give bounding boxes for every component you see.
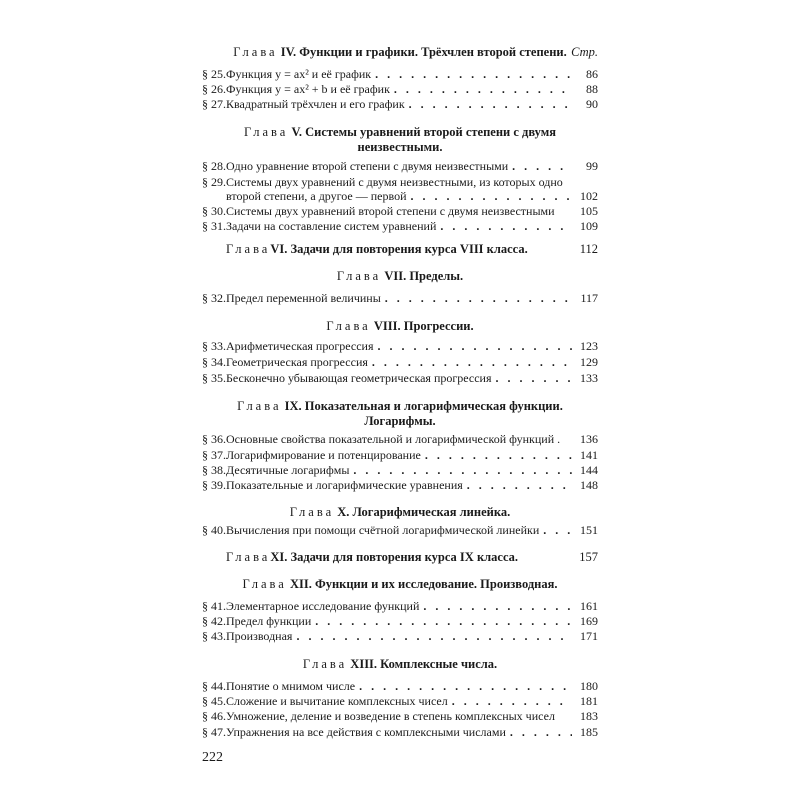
section-number: § 46. [202, 709, 226, 723]
section-number: § 47. [202, 725, 226, 739]
section-title[interactable]: Показательные и логарифмические уравнения [226, 478, 463, 492]
section-number: § 28. [202, 159, 226, 173]
section-number: § 25. [202, 67, 226, 81]
chapter-title: IV. Функции и графики. Трёхчлен второй степени. [280, 45, 567, 59]
section-page[interactable]: 86 [586, 67, 598, 81]
chapter-label: Глава [289, 505, 335, 519]
toc-entry[interactable] [202, 82, 598, 96]
section-title[interactable]: Задачи на составление систем уравнений [226, 219, 437, 233]
section-title[interactable]: Логарифмирование и потенцирование [226, 448, 421, 462]
section-page[interactable]: 123 [580, 339, 598, 353]
section-page[interactable]: 144 [580, 463, 598, 477]
section-page[interactable]: 161 [580, 599, 598, 613]
dot-leader [296, 629, 572, 643]
chapter-label: Глава [336, 269, 382, 283]
section-title[interactable]: Понятие о мнимом числе [226, 679, 356, 693]
chapter-title: XII. Функции и их исследование. Производная. [289, 577, 558, 591]
toc-entry-continued[interactable] [226, 189, 598, 203]
section-page[interactable]: 151 [580, 523, 598, 537]
dot-leader [440, 219, 572, 233]
section-title[interactable]: Системы двух уравнений второй степени с двумя неизвестными [226, 204, 555, 218]
chapter-heading [202, 45, 598, 60]
toc-entry[interactable] [202, 219, 598, 233]
section-page[interactable]: 180 [580, 679, 598, 693]
section-title[interactable]: Упражнения на все действия с комплексными числами [226, 725, 506, 739]
chapter-label: Глава [243, 125, 289, 139]
chapter-heading [202, 319, 598, 334]
dot-leader [375, 67, 572, 81]
section-title[interactable]: Одно уравнение второй степени с двумя неизвестными [226, 159, 509, 173]
section-page[interactable]: 141 [580, 448, 598, 462]
dot-leader [425, 448, 572, 462]
dot-leader [378, 339, 573, 353]
chapter-label: Глава [302, 657, 348, 671]
section-page[interactable]: 117 [580, 291, 598, 305]
section-page[interactable]: 136 [580, 432, 598, 446]
chapter-label: Глава [226, 242, 271, 256]
dot-leader [512, 159, 572, 173]
dot-leader [496, 371, 573, 385]
chapter-heading [202, 242, 598, 257]
toc-entry[interactable] [202, 175, 598, 189]
section-number: § 39. [202, 478, 226, 492]
dot-leader [353, 463, 572, 477]
section-number: § 34. [202, 355, 226, 369]
dot-leader [411, 189, 573, 203]
toc-entry[interactable] [202, 709, 598, 723]
chapter-heading [202, 505, 598, 520]
chapter-title: VIII. Прогрессии. [373, 319, 474, 333]
chapter-title: XI. Задачи для повторения курса IX класса. [270, 550, 519, 564]
section-number: § 32. [202, 291, 226, 305]
chapter-heading [202, 657, 598, 672]
section-title[interactable]: Функция y = ax² + b и её график [226, 82, 390, 96]
section-page[interactable]: 185 [580, 725, 598, 739]
toc-entry[interactable] [202, 371, 598, 385]
chapter-heading [202, 550, 598, 565]
section-page[interactable]: 129 [580, 355, 598, 369]
section-number: § 35. [202, 371, 226, 385]
section-title[interactable]: Квадратный трёхчлен и его график [226, 97, 405, 111]
toc-entry[interactable] [202, 463, 598, 477]
section-title[interactable]: Сложение и вычитание комплексных чисел [226, 694, 448, 708]
section-title[interactable]: Системы двух уравнений с двумя неизвестными, из которых одно [226, 175, 563, 189]
section-title[interactable]: Вычисления при помощи счётной логарифмической линейки [226, 523, 540, 537]
section-number: § 42. [202, 614, 226, 628]
chapter-heading [202, 125, 598, 140]
dot-leader [467, 478, 572, 492]
chapter-label: Глава [326, 319, 371, 333]
dot-leader [423, 599, 572, 613]
chapter-heading [202, 577, 598, 592]
section-page[interactable]: 99 [586, 159, 598, 173]
toc-entry[interactable] [202, 629, 598, 643]
section-page[interactable]: 88 [586, 82, 598, 96]
chapter-label: Глава [237, 399, 282, 413]
section-number: § 43. [202, 629, 226, 643]
chapter-heading [202, 269, 598, 284]
toc-entry[interactable] [202, 679, 598, 693]
chapter-label: Глава [242, 577, 287, 591]
section-number: § 29. [202, 175, 226, 189]
dot-leader [315, 614, 572, 628]
toc-entry[interactable] [202, 694, 598, 708]
chapter-title: VI. Задачи для повторения курса VIII класса. [270, 242, 528, 256]
section-title[interactable]: Основные свойства показательной и логарифмической функций . [226, 432, 561, 446]
section-number: § 36. [202, 432, 226, 446]
toc-entry[interactable] [202, 97, 598, 111]
toc-entry[interactable] [202, 725, 598, 739]
toc-entry[interactable] [202, 599, 598, 613]
section-title-continued: второй степени, а другое — первой [226, 189, 407, 203]
dot-leader [385, 291, 572, 305]
section-number: § 37. [202, 448, 226, 462]
dot-leader [452, 694, 572, 708]
toc-entry[interactable] [202, 159, 598, 173]
chapter-heading-continued: неизвестными. [357, 140, 443, 154]
section-title[interactable]: Умножение, деление и возведение в степень комплексных чисел [226, 709, 555, 723]
dot-leader [510, 725, 572, 739]
section-page[interactable]: 102 [580, 189, 598, 203]
toc-entry[interactable] [202, 355, 598, 369]
section-title[interactable]: Предел функции [226, 614, 312, 628]
chapter-title: XIII. Комплексные числа. [350, 657, 498, 671]
chapter-title: IX. Показательная и логарифмическая функции. [284, 399, 563, 413]
chapter-label: Глава [233, 45, 278, 59]
section-page[interactable]: 105 [580, 204, 598, 218]
section-number: § 33. [202, 339, 226, 353]
section-number: § 41. [202, 599, 226, 613]
section-page[interactable]: 90 [586, 97, 598, 111]
section-number: § 40. [202, 523, 226, 537]
chapter-page[interactable]: 157 [579, 550, 598, 564]
dot-leader [359, 679, 572, 693]
section-number: § 31. [202, 219, 226, 233]
toc-entry[interactable] [202, 614, 598, 628]
section-title[interactable]: Производная [226, 629, 293, 643]
toc-entry[interactable] [202, 448, 598, 462]
page-number: 222 [202, 750, 223, 765]
section-title[interactable]: Десятичные логарифмы [226, 463, 350, 477]
section-number: § 45. [202, 694, 226, 708]
section-page[interactable]: 133 [580, 371, 598, 385]
dot-leader [394, 82, 572, 96]
section-page[interactable]: 148 [580, 478, 598, 492]
chapter-title: VII. Пределы. [384, 269, 464, 283]
chapter-heading [202, 399, 598, 414]
section-number: § 30. [202, 204, 226, 218]
section-number: § 26. [202, 82, 226, 96]
dot-leader [543, 523, 572, 537]
section-page[interactable]: 183 [580, 709, 598, 723]
toc-entry[interactable] [202, 432, 598, 446]
section-page[interactable]: 169 [580, 614, 598, 628]
page-column-label: Стр. [571, 45, 598, 59]
toc-entry[interactable] [202, 204, 598, 218]
toc-entry[interactable] [202, 67, 598, 81]
chapter-label: Глава [226, 550, 271, 564]
section-title[interactable]: Предел переменной величины [226, 291, 381, 305]
section-page[interactable]: 181 [580, 694, 598, 708]
section-title[interactable]: Функция y = ax² и её график [226, 67, 372, 81]
dot-leader [409, 97, 572, 111]
section-number: § 27. [202, 97, 226, 111]
toc-entry[interactable] [202, 339, 598, 353]
section-number: § 44. [202, 679, 226, 693]
toc-entry[interactable] [202, 523, 598, 537]
section-title[interactable]: Бесконечно убывающая геометрическая прогрессия [226, 371, 492, 385]
dot-leader [372, 355, 572, 369]
section-number: § 38. [202, 463, 226, 477]
section-page[interactable]: 109 [580, 219, 598, 233]
chapter-page[interactable]: 112 [579, 242, 598, 256]
chapter-heading-continued: Логарифмы. [364, 414, 436, 428]
section-title[interactable]: Арифметическая прогрессия [226, 339, 374, 353]
toc-entry[interactable] [202, 291, 598, 305]
chapter-title: V. Системы уравнений второй степени с двумя [291, 125, 557, 139]
section-page[interactable]: 171 [580, 629, 598, 643]
toc-entry[interactable] [202, 478, 598, 492]
section-title[interactable]: Геометрическая прогрессия [226, 355, 368, 369]
chapter-title: X. Логарифмическая линейка. [337, 505, 511, 519]
section-title[interactable]: Элементарное исследование функций [226, 599, 420, 613]
